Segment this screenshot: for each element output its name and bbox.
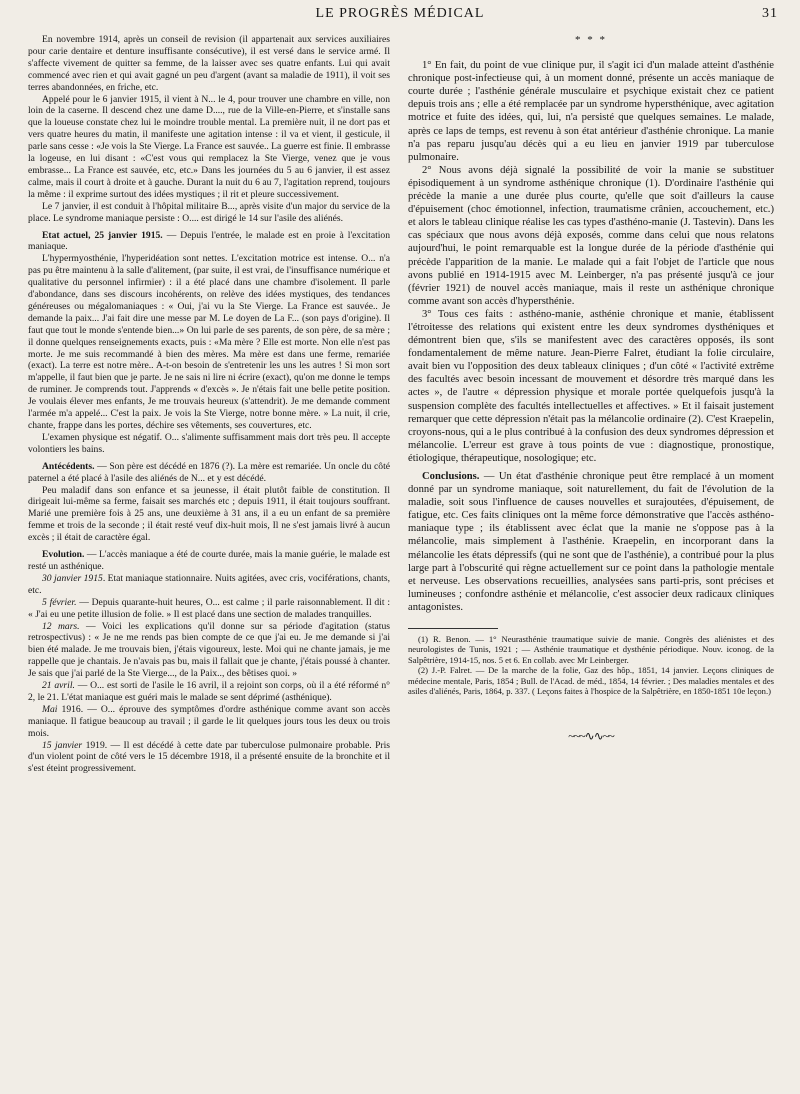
paragraph: [28, 680, 390, 704]
paragraph-text: — Son père est décédé en 1876 (?). La mère est remariée. Un oncle du côté paternel a été placé à l'asile des aliénés de N... et y est décédé.: [28, 460, 390, 484]
section-heading: Antécédents.: [42, 460, 95, 472]
right-column: [408, 34, 774, 744]
date-lead: 21 avril.: [42, 680, 75, 692]
paragraph: [408, 308, 774, 465]
paragraph: [28, 230, 390, 254]
paragraph: [408, 59, 774, 164]
paragraph: [28, 740, 390, 776]
footnote: (1) R. Benon. — 1° Neurasthénie traumatique suivie de manie. Congrès des aliénistes et des neurologistes de Tunis, 1921 ; — Asthénie traumatique et dysthénie périodique. Nouv. iconog. de la Salpêtrière, 1914-15, nos. 5 et 6. En collab. avec Mr Leinberger.: [408, 634, 774, 665]
footnote: (2) J.-P. Falret. — De la marche de la folie, Gaz des hôp., 1851, 14 janvier. Leçons cliniques de médecine mentale, Paris, 1854 ; Bull. de l'Acad. de méd., 1854, 14 février. ; Des maladies mentales et des asiles d'aliénés, Paris, 1864, p. 337. ( Leçons faites à l'hospice de la Salpêtrière, en 1850-1851 10e leçon.): [408, 665, 774, 697]
paragraph-text: Le 7 janvier, il est conduit à l'hôpital militaire B..., après visite d'un major du service de la place. Le syndrome maniaque persiste : O.... est dirigé le 14 sur l'asile des aliénés.: [28, 200, 390, 224]
running-header: [0, 6, 800, 26]
paragraph: [28, 34, 390, 94]
paragraph: [408, 470, 774, 614]
paragraph-text: 1° En fait, du point de vue clinique pur, il s'agit ici d'un malade atteint d'asthénie chronique post-infectieuse qui, à un moment donné, présente un accès maniaque de courte durée ; l'asthénie générale musculaire et psychique existait chez ce patient depuis trois ans ; elle a été remplacée par un syndrome hypersthénique, avec agitation motrice et fuite des idées, qui, lui, n'a persisté que quelques semaines. Le malade, après ce laps de temps, est revenu à son état antérieur d'asthénie chronique. La manie n'a pas reparu jusqu'au décès qui a eu lieu en janvier 1919 par tuberculose pulmonaire.: [408, 60, 774, 163]
paragraph: [28, 704, 390, 740]
section-heading: Evolution.: [42, 549, 85, 561]
date-lead: 5 février.: [42, 596, 77, 608]
paragraph-text: — Voici les explications qu'il donne sur sa période d'agitation (status retrospectivus) : « Je ne me rends pas bien compte de ce que j'ai eu. Je me demande si j'ai bien été malade. Je me trouvais bien, j'étais vigoureux, leste. Moi qui ne chante jamais, je me rappelle que je chantais. Je n'avais pas bu, mais il fallait que je chante, j'étais poussé à chanter. Je sais que j'ai parlé de la Ste Vierge..., de la Paix.., des bêtises quoi. »: [28, 620, 390, 680]
paragraph-text: 2° Nous avons déjà signalé la possibilité de voir la manie se substituer épisodiquement à un syndrome asthénique chronique (1). D'ordinaire l'asthénie qui précède la manie a une durée plus courte, qu'elle que soit d'ailleurs la cause d'épuisement (choc émotionnel, infection, traumatisme crânien, accouchement, etc.) et alors le tableau clinique réalise les cas types d'asthéno-manie (J. Tastevin). Dans les cas spéciaux que nous avons déjà exposés, comme dans celui que nous relatons aujourd'hui, le point remarquable est la longue durée de la période d'asthénie qui précède l'apparition de la manie. Le malade qui a fait l'objet de l'article que nous avons publié en 1914-1915 avec M. Leinberger, n'a pas présenté jusqu'à ce jour (février 1921) de nouvel accès maniaque, mais il reste un asthénique chronique comme avant son accès d'hypersthénie.: [408, 164, 774, 307]
paragraph-text: En novembre 1914, après un conseil de revision (il appartenait aux services auxiliaires pour carie dentaire et denture insuffisante consécutive), il est versé dans le service armé. Il s'affecte vivement de quitter sa femme, de la laisser avec ses quatre enfants. Lui qui avait commencé avec rien et qui avait gagné un peu d'argent (avant sa maladie de 1911), il voit ses terres abandonnées, en friche, etc.: [28, 34, 390, 93]
paragraph-text: — Depuis l'entrée, le malade est en proie à l'excitation maniaque.: [28, 229, 390, 253]
journal-title: LE PROGRÈS MÉDICAL: [315, 6, 485, 21]
section-separator: * * *: [575, 34, 607, 46]
left-column: [28, 34, 390, 775]
section-heading: Conclusions.: [422, 471, 480, 482]
paragraph: [28, 461, 390, 485]
date-lead: 15 janvier: [42, 739, 83, 751]
paragraph-text: — O... est sorti de l'asile le 16 avril, il a rejoint son corps, où il a été réformé n° 2, le 21. L'état maniaque est guéri mais le malade se sent déprimé (asthénique).: [28, 680, 390, 703]
paragraph-text: Peu maladif dans son enfance et sa jeunesse, il était plutôt faible de constitution. Il dirigeait lui-même sa ferme, faisait ses marchés etc ; depuis 1911, il était toujours souffrant. Marié une première fois à 25 ans, une deuxième à 31 ans, il a eu un enfant de sa première femme et trois de la seconde ; il était resté veuf dix-huit mois, Il ne s'est jamais livré à aucun excès ; il était de caractère égal.: [28, 484, 390, 544]
section-heading: Etat actuel, 25 janvier 1915.: [42, 229, 163, 241]
paragraph: [28, 549, 390, 573]
paragraph: [28, 573, 390, 597]
paragraph: [28, 253, 390, 432]
discussion-paragraphs: [408, 59, 774, 614]
paragraph: [408, 164, 774, 308]
paragraph-text: L'hypermyosthénie, l'hyperidéation sont nettes. L'excitation motrice est intense. O... n'a pas pu être maintenu à la salle d'alitement, (par suite, il est vrai, de l'insuffisance numérique et qualitative du personnel infirmier) : il a été placé dans une chambre d'isolement. Il parle d'abondance, dans ses discours incohérents, on relève des idées mystiques, des tendances généreuses ou mégalomaniaques : « Oui, j'ai vu la Ste Vierge. La France est sauvée.. Je demande la paix... J'ai fait dire une messe par M. Le doyen de La F... (son pays d'origine). Il faut que tout le monde s'entende bien...» On lui parle de ses parents, de son père, de sa mère ; il donne quelques renseignements exacts, puis : «Ma mère ? Elle est morte. Non elle n'est pas morte. Je me suis recommandé à bien des mères. Ma mère est dans une ferme, remariée (exact). La terre est notre mère.. A-t-on besoin de s'entretenir les uns les autres ! Si mon sort m'appelle, il faut bien que je parte. Je ne sais ni lire ni écrire (exact), qu'on me donne le temps de ruminer. Je comprends tout. J'apprends « d'excès ». Je n'étais fait une belle petite position. Je voulais élever mes enfants, Je me trouvais heureux (s'attendrit). Je me demande comment l'armée m'a appelé... C'est la paix. Je vois la Ste Vierge, notre bonne mère. » La nuit, il crie, chante, frappe dans les portes, déchire ses vêtements, ses couvertures, etc.: [28, 253, 390, 431]
paragraph-text: Appelé pour le 6 janvier 1915, il vient à N... le 4, pour trouver une chambre en ville, non loin de la caserne. Il descend chez une dame D...., rue de la Ville-en-Pierre, et s'installe sans que la loueuse constate chez lui le moindre trouble mental. La première nuit, il ne dort pas et vers quatre heures du matin, il manifeste une agitation intense : il va et vient, il gesticule, il parle sans cesse : «Je vois la Ste Vierge. La France est sauvée.. La guerre est finie. Il embrasse la logeuse, en lui disant : «C'est vous qui remplacez la Ste Vierge, venez que je vous embrasse... La France est sauvée, etc, etc.» Dans les journées du 5 au 6 janvier, il est assez calme, mais il court à droite et à gauche. Durant la nuit du 6 au 7, l'agitation reprend, toujours la même : il exprime surtout des idées mystiques ; il rit et pleure successivement.: [28, 93, 390, 200]
paragraph: [28, 201, 390, 225]
date-lead: 12 mars.: [42, 620, 80, 632]
paragraph-text: — Un état d'asthénie chronique peut être remplacé à un moment donné par un syndrome maniaque, soit naturellement, du fait de l'évolution de la maladie, soit sous l'influence de causes nouvelles et surajoutées, d'épuisement, de fatigue, etc. Ces faits cliniques ont la même force démonstrative que l'accès asthéno-maniaque type ; ils établissent avec éclat que la manie ne s'oppose pas à la mélancolie, mais simplement à l'asthénie. Kraepelin, en incorporant dans la mélancolie les états dépressifs (qui ne sont que de l'asthénie), a contribué pour la plus large part à l'obscurité qui règne actuellement sur ce point dans la pathologie mentale et nerveuse. Les observations recueillies, analysées sans parti-pris, sont précises et lumineuses ; confondre asthénie et mélancolie, c'est associer deux radicaux cliniques antagonistes.: [408, 471, 774, 613]
footnotes: [408, 634, 774, 696]
paragraph-text: 3° Tous ces faits : asthéno-manie, asthénie chronique et manie, établissent l'étroitesse des relations qui existent entre les deux syndromes dysthéniques et démontrent bien que, s'ils se manifestent avec des caractères opposés, ils sont fondamentalement de même nature. Jean-Pierre Falret, étudiant la folie circulaire, avait bien vu l'opposition des deux tableaux cliniques ; d'un côté « l'activité extrême des facultés avec besoin incessant de mouvement et désordre très marqué dans les actes », de l'autre « dépression physique et morale portée quelquefois jusqu'à la suspension complète des facultés intellectuelles et affectives. » Et il faisait justement remarquer que cette dépression n'était pas la mélancolie ordinaire (2). C'est Kraepelin, croyons-nous, qui a le plus contribué à la confusion des deux syndromes dépression et mélancolie. L'erreur est grave à tous points de vue : diagnostique, pronostique, étiologique, thérapeutique, nosologique; etc.: [408, 308, 774, 464]
paragraph-text: 1916. — O... éprouve des symptômes d'ordre asthénique comme avant son accès maniaque. Il fatigue beaucoup au travail ; il garde le lit quelques jours tous les deux ou trois mois.: [28, 703, 390, 739]
end-flourish: ~~~∿∿~~: [568, 729, 614, 744]
paragraph-text: — Depuis quarante-huit heures, O... est calme ; il parle raisonnablement. Il dit : « J'ai eu une petite illusion de folie. » Il est placé dans une section de malades tranquilles.: [28, 596, 390, 620]
paragraph: [28, 485, 390, 545]
page-number: 31: [762, 6, 778, 21]
paragraph: [28, 432, 390, 456]
paragraph-text: 1919. — Il est décédé à cette date par tuberculose pulmonaire probable. Pris d'un violent point de côté vers le 15 décembre 1918, il a présenté ensuite de la bronchite et il s'est éteint progressivement.: [28, 739, 390, 775]
paragraph: [28, 621, 390, 681]
date-lead: Mai: [42, 703, 58, 715]
footnote-rule: [408, 628, 498, 629]
paragraph: [28, 94, 390, 201]
date-lead: 30 janvier 1915: [42, 572, 103, 584]
paragraph: [28, 597, 390, 621]
paragraph-text: — L'accès maniaque a été de courte durée, mais la manie guérie, le malade est resté un asthénique.: [28, 549, 390, 572]
paragraph-text: L'examen physique est négatif. O... s'alimente suffisamment mais dort très peu. Il accepte volontiers les bains.: [28, 431, 390, 455]
paragraph-text: . Etat maniaque stationnaire. Nuits agitées, avec cris, vociférations, chants, etc.: [28, 572, 390, 596]
